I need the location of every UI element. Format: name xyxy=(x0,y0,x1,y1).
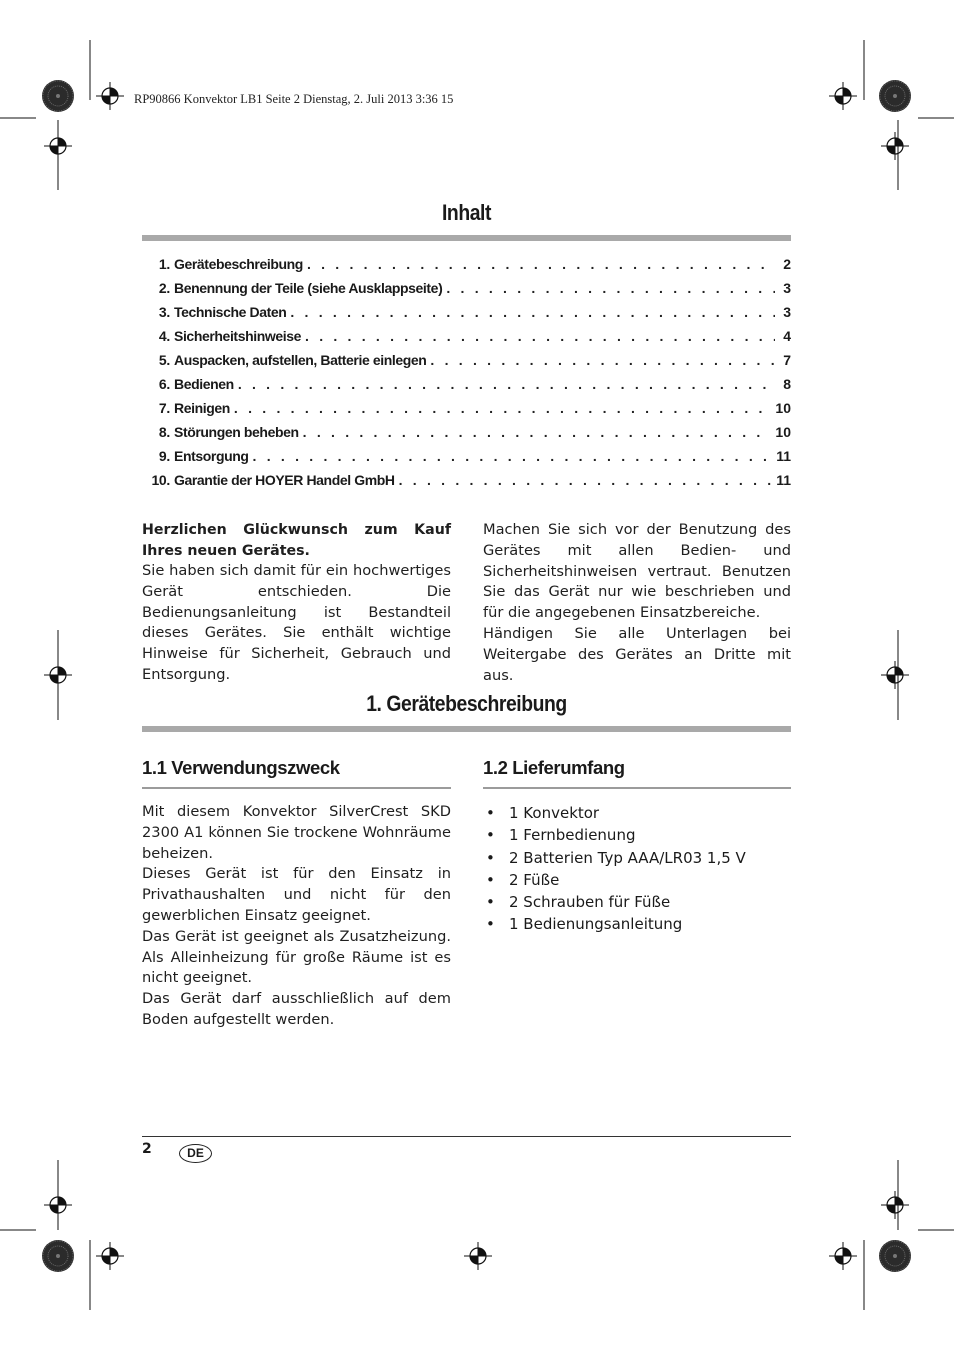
intro-right-paragraph: Händigen Sie alle Unterlagen bei Weitergabe des Gerätes an Dritte mit aus. xyxy=(483,624,791,684)
toc-entry[interactable] xyxy=(142,376,791,396)
toc-entry-title: Benennung der Teile (siehe Ausklappseite) xyxy=(174,280,443,296)
usage-text xyxy=(142,802,451,1031)
toc-entry-title: Störungen beheben xyxy=(174,424,299,440)
list-item: • 2 Füße xyxy=(483,869,746,891)
list-item: • 2 Batterien Typ AAA/LR03 1,5 V xyxy=(483,847,746,869)
section-heading-rule xyxy=(142,726,791,732)
toc-entry-number: 1. xyxy=(158,256,170,272)
intro-left-column xyxy=(142,520,451,686)
toc-entry-number: 9. xyxy=(158,448,170,464)
toc-entry[interactable] xyxy=(142,352,791,372)
toc-leader-dots xyxy=(430,352,775,368)
toc-entry-title: Gerätebeschreibung xyxy=(174,256,303,272)
toc-entry-page: 2 xyxy=(783,256,791,272)
usage-paragraph: Mit diesem Konvektor SilverCrest SKD 2300 A1 können Sie trockene Wohnräume beheizen. xyxy=(142,803,451,862)
toc-entry-number: 8. xyxy=(158,424,170,440)
toc-leader-dots xyxy=(290,304,775,320)
toc-entry-page: 3 xyxy=(783,280,791,296)
toc-entry-title: Bedienen xyxy=(174,376,234,392)
language-badge: DE xyxy=(179,1144,212,1163)
usage-paragraph: Das Gerät ist geeignet als Zusatzheizung. Als Alleinheizung für große Räume ist es nicht geeignet. xyxy=(142,927,451,987)
toc-entry-page: 3 xyxy=(783,304,791,320)
intro-lead: Herzlichen Glückwunsch zum Kauf Ihres neuen Gerätes. xyxy=(142,522,451,559)
section-heading: 1. Gerätebeschreibung xyxy=(366,691,567,716)
toc-entry-number: 6. xyxy=(158,376,170,392)
list-item: • 1 Bedienungsanleitung xyxy=(483,913,746,935)
list-item: • 2 Schrauben für Füße xyxy=(483,891,746,913)
toc-entry-title: Auspacken, aufstellen, Batterie einlegen xyxy=(174,352,427,368)
toc-entry[interactable] xyxy=(142,256,791,276)
toc-entry-title: Garantie der HOYER Handel GmbH xyxy=(174,472,395,488)
page-number: 2 xyxy=(142,1141,152,1157)
toc-entry-number: 4. xyxy=(158,328,170,344)
toc-leader-dots xyxy=(446,280,775,296)
toc-entry-page: 7 xyxy=(783,352,791,368)
intro-left-text: Sie haben sich damit für ein hochwertiges Gerät entschieden. Die Bedienungsanleitung ist Bestandteil dieses Gerätes. Sie enthält wichtige Hinweise für Sicherheit, Gebrauch und Entsorgung. xyxy=(142,562,451,683)
subsection-title: 1.2 Lieferumfang xyxy=(483,757,625,778)
toc-heading: Inhalt xyxy=(441,200,491,225)
toc-leader-dots xyxy=(303,424,772,440)
toc-entry-title: Sicherheitshinweise xyxy=(174,328,302,344)
toc-entry-page: 8 xyxy=(783,376,791,392)
toc-entry[interactable] xyxy=(142,304,791,324)
toc-entry[interactable] xyxy=(142,328,791,348)
intro-right-column xyxy=(483,520,791,686)
subsection-title: 1.1 Verwendungszweck xyxy=(142,757,340,778)
toc-entry[interactable] xyxy=(142,280,791,300)
toc-entry-title: Reinigen xyxy=(174,400,230,416)
intro-right-paragraph: Machen Sie sich vor der Benutzung des Gerätes mit allen Bedien- und Sicherheitshinweisen vertraut. Benutzen Sie das Gerät nur wie beschrieben und für die angegebenen Einsatzbereiche. xyxy=(483,521,791,622)
toc-entry[interactable] xyxy=(142,424,791,444)
toc-entry-number: 2. xyxy=(158,280,170,296)
toc-entry[interactable] xyxy=(142,448,791,468)
toc-leader-dots xyxy=(399,472,773,488)
toc-heading-rule xyxy=(142,235,791,241)
list-item: • 1 Konvektor xyxy=(483,802,746,824)
toc-entry-number: 7. xyxy=(158,400,170,416)
subsection-rule xyxy=(142,787,451,789)
toc-entry-page: 10 xyxy=(775,424,791,440)
print-header: RP90866 Konvektor LB1 Seite 2 Dienstag, 2. Juli 2013 3:36 15 xyxy=(134,92,454,106)
toc-leader-dots xyxy=(307,256,775,272)
toc-entry-title: Technische Daten xyxy=(174,304,287,320)
toc-entry-page: 11 xyxy=(776,472,791,488)
toc-entry-page: 4 xyxy=(783,328,791,344)
toc-entry-page: 10 xyxy=(775,400,791,416)
toc-entry-number: 3. xyxy=(158,304,170,320)
toc-leader-dots xyxy=(305,328,775,344)
toc-entry-title: Entsorgung xyxy=(174,448,249,464)
delivery-list xyxy=(483,802,746,936)
toc-leader-dots xyxy=(234,400,772,416)
list-item: • 1 Fernbedienung xyxy=(483,824,746,846)
toc-leader-dots xyxy=(253,448,773,464)
footer-rule xyxy=(142,1136,791,1137)
toc-entry[interactable] xyxy=(142,400,791,420)
toc-entry-number: 10. xyxy=(151,472,170,488)
toc-entry-page: 11 xyxy=(776,448,791,464)
subsection-rule xyxy=(483,787,791,789)
usage-paragraph: Das Gerät darf ausschließlich auf dem Boden aufgestellt werden. xyxy=(142,990,451,1028)
toc-entry[interactable] xyxy=(142,472,791,492)
usage-paragraph: Dieses Gerät ist für den Einsatz in Privathaushalten und nicht für den gewerblichen Einsatz geeignet. xyxy=(142,865,451,924)
toc-entry-number: 5. xyxy=(158,352,170,368)
toc-leader-dots xyxy=(238,376,775,392)
